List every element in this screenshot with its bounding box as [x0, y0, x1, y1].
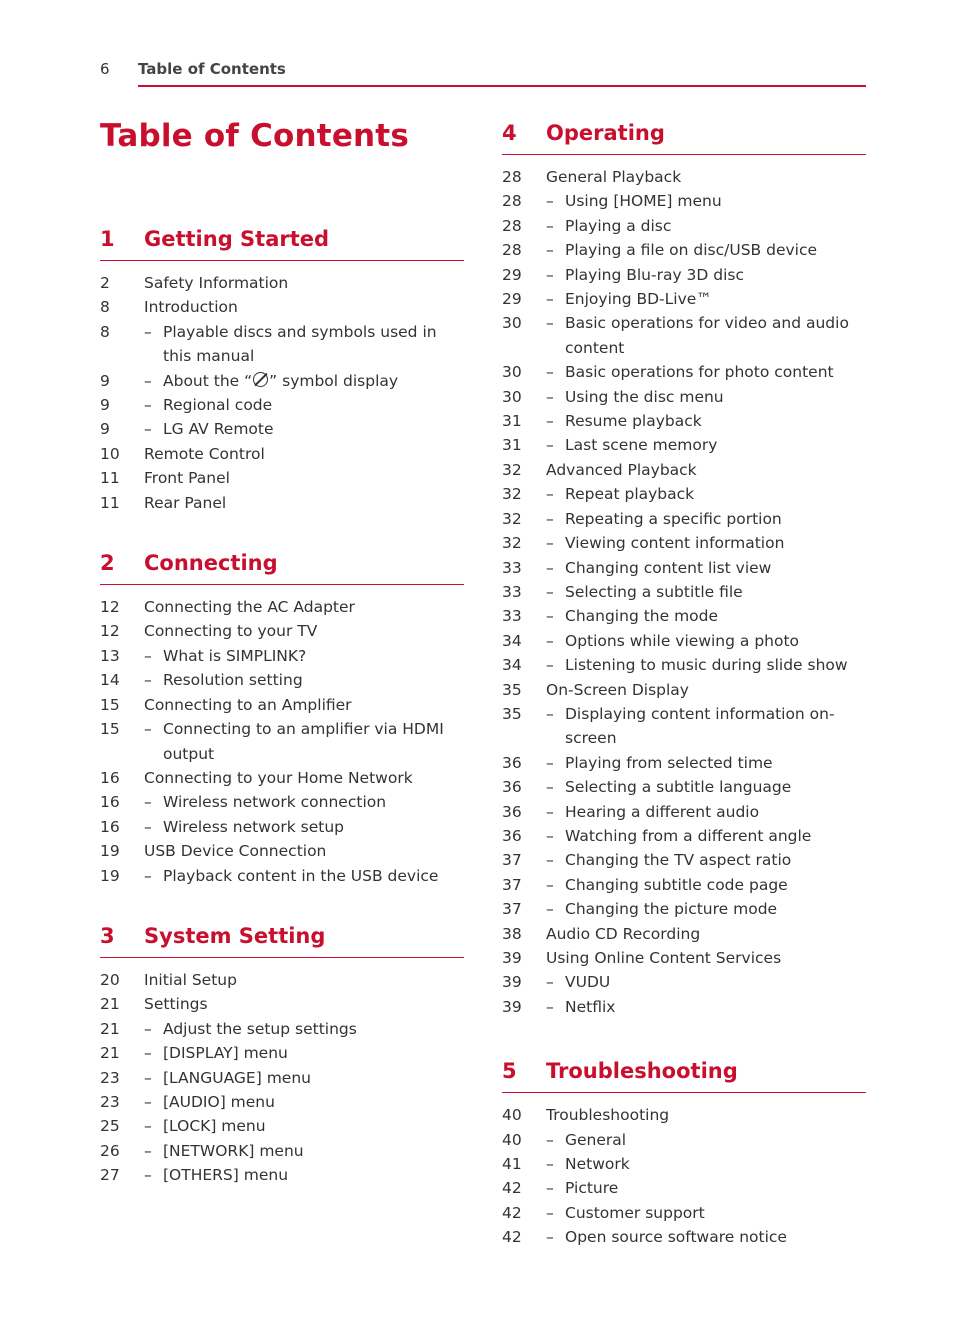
toc-entry-text: Playing Blu-ray 3D disc — [565, 265, 745, 284]
toc-dash: – — [546, 826, 554, 845]
toc-text-after-symbol: ” symbol display — [269, 371, 399, 390]
toc-entry[interactable] — [100, 595, 464, 619]
toc-entry[interactable] — [100, 644, 464, 668]
toc-entry[interactable] — [502, 995, 866, 1019]
toc-entry[interactable] — [100, 1114, 464, 1138]
toc-entry-list — [502, 155, 866, 1019]
toc-page-number: 30 — [502, 363, 522, 382]
toc-entry-text: Wireless network setup — [163, 817, 345, 836]
toc-dash: – — [144, 1166, 152, 1185]
toc-entry-text: Connecting to your TV — [144, 622, 318, 641]
toc-entry-text: Playback content in the USB device — [163, 866, 439, 885]
toc-entry-text: Hearing a different audio — [565, 802, 760, 821]
toc-entry[interactable] — [502, 287, 866, 311]
toc-entry[interactable] — [502, 311, 866, 360]
toc-entry[interactable] — [502, 800, 866, 824]
toc-dash: – — [546, 265, 554, 284]
toc-entry-text: Rear Panel — [144, 493, 227, 512]
toc-page-number: 35 — [502, 680, 522, 699]
toc-entry-text: Playing a disc — [565, 216, 672, 235]
toc-entry-list — [100, 958, 464, 1188]
toc-entry[interactable] — [502, 238, 866, 262]
toc-entry-text: Changing content list view — [565, 558, 772, 577]
toc-entry[interactable] — [502, 873, 866, 897]
toc-page-number: 35 — [502, 704, 522, 723]
toc-entry-text: Listening to music during slide show — [565, 656, 848, 675]
toc-page-number: 13 — [100, 646, 120, 665]
toc-page-number: 40 — [502, 1106, 522, 1125]
section-heading — [100, 922, 464, 958]
toc-entry-text: Watching from a different angle — [565, 826, 812, 845]
toc-page-number: 39 — [502, 949, 522, 967]
toc-entry[interactable] — [100, 619, 464, 643]
section-title: System Setting — [144, 923, 326, 948]
toc-entry-text: Basic operations for video and audio content — [565, 314, 849, 357]
toc-page-number: 38 — [502, 924, 522, 943]
toc-entry-text: General Playback — [546, 168, 682, 186]
toc-entry-text: [LOCK] menu — [163, 1117, 266, 1136]
toc-entry-text: Wireless network connection — [163, 793, 387, 812]
toc-page-number: 36 — [502, 778, 522, 797]
toc-entry-text: Front Panel — [144, 469, 230, 488]
page-number: 6 — [100, 60, 110, 78]
toc-section — [100, 549, 464, 888]
toc-page-number: 37 — [502, 900, 522, 919]
toc-entry-text: Changing the mode — [565, 607, 719, 626]
toc-page-number: 11 — [100, 469, 120, 488]
toc-dash: – — [546, 1203, 554, 1222]
toc-page-number: 36 — [502, 753, 522, 772]
toc-entry[interactable] — [100, 442, 464, 466]
toc-dash: – — [144, 720, 152, 739]
toc-dash: – — [144, 1117, 152, 1136]
toc-page-number: 9 — [100, 420, 110, 439]
toc-dash: – — [546, 192, 554, 211]
toc-entry[interactable] — [502, 189, 866, 213]
toc-dash: – — [546, 778, 554, 797]
toc-dash: – — [546, 534, 554, 553]
toc-entry[interactable] — [502, 433, 866, 457]
toc-dash: – — [546, 1228, 554, 1247]
toc-entry-text: Customer support — [565, 1203, 705, 1222]
toc-dash: – — [546, 290, 554, 309]
running-title: Table of Contents — [138, 60, 286, 78]
toc-page-number: 8 — [100, 298, 110, 317]
toc-dash: – — [546, 607, 554, 626]
toc-section — [502, 1057, 866, 1249]
toc-page-number: 11 — [100, 493, 120, 512]
toc-dash: – — [144, 1092, 152, 1111]
toc-entry-text: Remote Control — [144, 444, 265, 463]
toc-page-number: 39 — [502, 973, 522, 992]
toc-entry-text: Adjust the setup settings — [163, 1019, 357, 1038]
toc-dash: – — [546, 704, 554, 723]
toc-page-number: 8 — [100, 322, 110, 341]
toc-page-number: 16 — [100, 817, 120, 836]
toc-page-number: 32 — [502, 460, 522, 479]
toc-entry-text: Using Online Content Services — [546, 949, 782, 967]
toc-dash: – — [144, 322, 152, 341]
toc-page-number: 26 — [100, 1141, 120, 1160]
toc-page-number: 16 — [100, 793, 120, 812]
toc-page-number: 15 — [100, 695, 120, 714]
toc-entry-text: Connecting to your Home Network — [144, 768, 413, 787]
toc-entry[interactable] — [100, 992, 464, 1016]
toc-dash: – — [546, 387, 554, 406]
toc-entry-text: [LANGUAGE] menu — [163, 1068, 311, 1087]
toc-entry[interactable] — [502, 678, 866, 702]
toc-entry-text: Audio CD Recording — [546, 924, 701, 943]
toc-entry-text: Playing from selected time — [565, 753, 773, 772]
toc-entry-text: Connecting to an Amplifier — [144, 695, 352, 714]
toc-dash: – — [144, 1019, 152, 1038]
section-number: 3 — [100, 923, 115, 948]
toc-entry[interactable] — [502, 1103, 866, 1127]
toc-entry[interactable] — [100, 717, 464, 766]
toc-dash: – — [144, 646, 152, 665]
toc-entry[interactable] — [100, 295, 464, 319]
toc-entry[interactable] — [100, 369, 464, 393]
toc-page-number: 34 — [502, 656, 522, 675]
toc-dash: – — [144, 866, 152, 885]
toc-dash: – — [144, 817, 152, 836]
toc-dash: – — [546, 997, 554, 1016]
toc-page-number: 10 — [100, 444, 120, 463]
toc-entry[interactable] — [502, 409, 866, 433]
section-heading — [100, 225, 464, 261]
toc-page-number: 42 — [502, 1179, 522, 1198]
toc-entry[interactable] — [100, 864, 464, 888]
toc-entry[interactable] — [100, 1139, 464, 1163]
toc-page-number: 14 — [100, 671, 120, 690]
toc-page-number: 34 — [502, 631, 522, 650]
toc-dash: – — [546, 753, 554, 772]
toc-entry[interactable] — [100, 766, 464, 790]
toc-entry-text: Network — [565, 1155, 630, 1174]
toc-entry[interactable] — [100, 393, 464, 417]
toc-entry[interactable] — [502, 824, 866, 848]
toc-entry[interactable] — [100, 1090, 464, 1114]
toc-page-number: 42 — [502, 1203, 522, 1222]
toc-dash: – — [546, 485, 554, 504]
section-number: 5 — [502, 1059, 517, 1084]
toc-dash: – — [144, 371, 152, 390]
running-header — [100, 58, 866, 88]
toc-dash: – — [546, 314, 554, 333]
toc-entry[interactable] — [100, 668, 464, 692]
toc-entry-text: Changing subtitle code page — [565, 875, 788, 894]
toc-entry[interactable] — [100, 1163, 464, 1187]
toc-page-number: 2 — [100, 274, 110, 292]
toc-entry-text: Viewing content information — [565, 534, 785, 553]
toc-entry-text: Using the disc menu — [565, 387, 724, 406]
no-entry-symbol-icon — [253, 372, 268, 387]
toc-entry-text: Playable discs and symbols used in this manual — [163, 322, 437, 366]
toc-dash: – — [546, 900, 554, 919]
toc-entry-text — [163, 369, 464, 393]
toc-page-number: 32 — [502, 509, 522, 528]
toc-entry[interactable] — [502, 604, 866, 628]
toc-dash: – — [546, 631, 554, 650]
toc-entry-text: [AUDIO] menu — [163, 1092, 275, 1111]
toc-entry[interactable] — [502, 165, 866, 189]
toc-dash: – — [546, 875, 554, 894]
toc-page-number: 28 — [502, 216, 522, 235]
toc-entry-text: Repeating a specific portion — [565, 509, 782, 528]
toc-entry-text: Netflix — [565, 997, 616, 1016]
toc-entry[interactable] — [100, 320, 464, 369]
toc-entry-text: Connecting the AC Adapter — [144, 598, 355, 617]
toc-entry-text: Resume playback — [565, 412, 702, 431]
toc-page-number: 29 — [502, 265, 522, 284]
toc-page-number: 42 — [502, 1228, 522, 1247]
toc-entry-text: Basic operations for photo content — [565, 363, 834, 382]
section-title: Getting Started — [144, 227, 330, 251]
section-number: 1 — [100, 227, 115, 251]
toc-dash: – — [144, 793, 152, 812]
toc-dash: – — [144, 1141, 152, 1160]
section-number: 2 — [100, 551, 115, 576]
toc-dash: – — [546, 851, 554, 870]
section-title: Troubleshooting — [546, 1059, 738, 1084]
toc-page-number: 12 — [100, 622, 120, 641]
toc-section — [100, 922, 464, 1188]
toc-page-number: 25 — [100, 1117, 120, 1136]
toc-page-number: 28 — [502, 192, 522, 211]
toc-dash: – — [546, 802, 554, 821]
toc-page-number: 19 — [100, 866, 120, 885]
toc-entry[interactable] — [100, 815, 464, 839]
toc-dash: – — [546, 412, 554, 431]
section-heading — [502, 1057, 866, 1093]
toc-entry[interactable] — [100, 693, 464, 717]
toc-entry[interactable] — [100, 491, 464, 515]
toc-dash: – — [546, 241, 554, 260]
toc-entry[interactable] — [502, 556, 866, 580]
toc-entry[interactable] — [502, 653, 866, 677]
toc-dash: – — [546, 656, 554, 675]
toc-entry-text: What is SIMPLINK? — [163, 646, 307, 665]
toc-entry[interactable] — [100, 1066, 464, 1090]
toc-entry-text: Using [HOME] menu — [565, 192, 722, 211]
toc-page-number: 37 — [502, 851, 522, 870]
toc-entry[interactable] — [502, 458, 866, 482]
toc-entry[interactable] — [502, 263, 866, 287]
toc-entry-text: Troubleshooting — [546, 1106, 670, 1125]
toc-entry[interactable] — [100, 968, 464, 992]
toc-page-number: 41 — [502, 1155, 522, 1174]
toc-entry-text: Settings — [144, 995, 208, 1014]
toc-entry-text: USB Device Connection — [144, 842, 327, 861]
toc-page-number: 40 — [502, 1130, 522, 1149]
toc-page-number: 23 — [100, 1068, 120, 1087]
toc-page-number: 9 — [100, 396, 110, 415]
toc-column-right — [502, 119, 866, 1250]
toc-page-number: 32 — [502, 485, 522, 504]
toc-entry[interactable] — [502, 360, 866, 384]
toc-page-number: 23 — [100, 1092, 120, 1111]
toc-dash: – — [144, 671, 152, 690]
toc-page-number: 19 — [100, 842, 120, 861]
toc-entry-text: Enjoying BD-Live™ — [565, 290, 712, 309]
toc-dash: – — [546, 582, 554, 601]
toc-text-before-symbol: About the “ — [163, 371, 253, 390]
toc-entry[interactable] — [100, 466, 464, 490]
toc-column-left — [100, 225, 464, 1188]
toc-entry[interactable] — [502, 1152, 866, 1176]
toc-page-number: 31 — [502, 412, 522, 431]
toc-entry-text: [NETWORK] menu — [163, 1141, 304, 1160]
toc-entry[interactable] — [502, 507, 866, 531]
toc-entry-text: VUDU — [565, 973, 611, 992]
toc-entry[interactable] — [100, 1017, 464, 1041]
toc-entry[interactable] — [100, 790, 464, 814]
toc-entry-text: General — [565, 1130, 627, 1149]
toc-entry[interactable] — [502, 531, 866, 555]
toc-page-number: 28 — [502, 168, 522, 186]
toc-entry[interactable] — [502, 1201, 866, 1225]
section-title: Operating — [546, 121, 665, 145]
toc-entry-text: Playing a file on disc/USB device — [565, 241, 818, 260]
toc-entry[interactable] — [502, 1176, 866, 1200]
toc-entry-text: Changing the picture mode — [565, 900, 778, 919]
toc-entry-text: LG AV Remote — [163, 420, 274, 439]
toc-entry[interactable] — [502, 580, 866, 604]
toc-entry-text: Selecting a subtitle file — [565, 582, 743, 601]
toc-entry[interactable] — [502, 970, 866, 994]
toc-entry-text: Picture — [565, 1179, 619, 1198]
toc-entry-list — [100, 261, 464, 515]
toc-section — [100, 225, 464, 515]
toc-page-number: 36 — [502, 802, 522, 821]
toc-entry-text: Selecting a subtitle language — [565, 778, 792, 797]
toc-entry-list — [502, 1093, 866, 1249]
toc-section — [502, 119, 866, 1019]
toc-entry-text: Introduction — [144, 298, 238, 317]
toc-entry[interactable] — [100, 1041, 464, 1065]
section-title: Connecting — [144, 551, 278, 576]
toc-dash: – — [546, 216, 554, 235]
toc-dash: – — [144, 396, 152, 415]
toc-page-number: 29 — [502, 290, 522, 309]
toc-entry[interactable] — [502, 922, 866, 946]
toc-entry[interactable] — [502, 946, 866, 970]
toc-dash: – — [144, 1044, 152, 1063]
toc-entry[interactable] — [100, 271, 464, 295]
toc-dash: – — [546, 558, 554, 577]
toc-page-number: 20 — [100, 970, 120, 989]
toc-page-number: 27 — [100, 1166, 120, 1185]
toc-page-number: 39 — [502, 997, 522, 1016]
toc-entry-text: Displaying content information on-screen — [565, 704, 835, 748]
toc-entry-text: Advanced Playback — [546, 460, 697, 479]
toc-entry-text: Last scene memory — [565, 436, 718, 455]
toc-entry[interactable] — [502, 751, 866, 775]
toc-page-number: 37 — [502, 875, 522, 894]
toc-dash: – — [546, 1155, 554, 1174]
toc-entry-text: Open source software notice — [565, 1228, 787, 1247]
toc-entry-text: Changing the TV aspect ratio — [565, 851, 792, 870]
toc-page-number: 16 — [100, 768, 120, 787]
toc-page-number: 21 — [100, 995, 120, 1014]
toc-dash: – — [144, 1068, 152, 1087]
toc-page-number: 21 — [100, 1019, 120, 1038]
toc-entry-text: Repeat playback — [565, 485, 695, 504]
toc-entry-text: Resolution setting — [163, 671, 303, 690]
toc-entry-text: Safety Information — [144, 274, 289, 292]
toc-dash: – — [144, 420, 152, 439]
toc-entry[interactable] — [502, 482, 866, 506]
toc-dash: – — [546, 363, 554, 382]
toc-page-number: 12 — [100, 598, 120, 617]
toc-dash: – — [546, 973, 554, 992]
toc-entry[interactable] — [502, 1128, 866, 1152]
toc-entry[interactable] — [502, 897, 866, 921]
header-rule — [138, 85, 866, 87]
toc-entry-text: [OTHERS] menu — [163, 1166, 289, 1185]
toc-entry[interactable] — [502, 629, 866, 653]
toc-page-number: 33 — [502, 607, 522, 626]
toc-entry-text: Options while viewing a photo — [565, 631, 800, 650]
section-number: 4 — [502, 121, 517, 145]
page-title: Table of Contents — [100, 118, 409, 154]
toc-entry-text: [DISPLAY] menu — [163, 1044, 288, 1063]
toc-entry[interactable] — [502, 702, 866, 751]
toc-entry[interactable] — [502, 385, 866, 409]
toc-dash: – — [546, 509, 554, 528]
toc-dash: – — [546, 436, 554, 455]
toc-page-number: 15 — [100, 720, 120, 739]
toc-entry-text: Regional code — [163, 396, 273, 415]
toc-page-number: 33 — [502, 582, 522, 601]
toc-page-number: 30 — [502, 387, 522, 406]
toc-entry[interactable] — [502, 848, 866, 872]
toc-dash: – — [546, 1130, 554, 1149]
toc-entry-text: On-Screen Display — [546, 680, 689, 699]
toc-entry-list — [100, 585, 464, 888]
toc-entry-text: Connecting to an amplifier via HDMI output — [163, 720, 444, 763]
toc-page-number: 9 — [100, 371, 110, 390]
toc-entry[interactable] — [502, 214, 866, 238]
toc-entry[interactable] — [100, 839, 464, 863]
toc-page-number: 32 — [502, 534, 522, 553]
toc-page-number: 33 — [502, 558, 522, 577]
toc-page-number: 31 — [502, 436, 522, 455]
toc-entry[interactable] — [100, 417, 464, 441]
toc-entry[interactable] — [502, 1225, 866, 1249]
toc-entry-text: Initial Setup — [144, 970, 237, 989]
toc-page-number: 21 — [100, 1044, 120, 1063]
toc-page-number: 36 — [502, 826, 522, 845]
section-heading — [100, 549, 464, 585]
section-heading — [502, 119, 866, 155]
toc-entry[interactable] — [502, 775, 866, 799]
toc-page-number: 28 — [502, 241, 522, 260]
toc-page-number: 30 — [502, 314, 522, 333]
toc-dash: – — [546, 1179, 554, 1198]
